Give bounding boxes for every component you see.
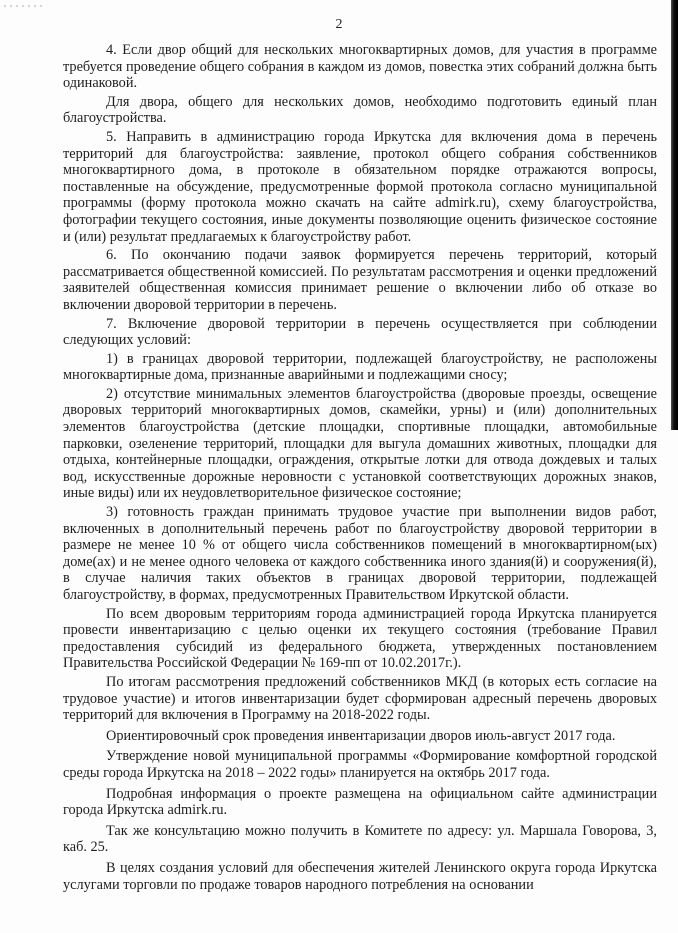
condition-3: 3) готовность граждан принимать трудовое участие при выполнении видов работ, включенных в дополнительный перечень работ по благоустройству дворовой территории в размере не менее 10 % от общего числа собственников помещений в многоквартирном(ых) доме(ах) и не менее одного человека от каждого собственника иного здания(й) и сооружения(й), в случае наличия таких объектов в границах дворовой территории, подлежащей благоустройству, в формах, предусмотренных Правительством Иркутской области. <box>63 504 657 603</box>
paragraph-trade-services: В целях создания условий для обеспечения жителей Ленинского округа города Иркутска услугами торговли по продаже товаров народного потребления на основании <box>63 859 657 893</box>
paragraph-consultation: Так же консультацию можно получить в Комитете по адресу: ул. Маршала Говорова, 3, каб. 25. <box>63 822 657 856</box>
document-body <box>63 42 657 893</box>
paragraph-item-4: 4. Если двор общий для нескольких многоквартирных домов, для участия в программе требуется проведение общего собрания в каждом из домов, повестка этих собраний должна быть одинаковой. <box>63 42 657 92</box>
condition-2: 2) отсутствие минимальных элементов благоустройства (дворовые проезды, освещение дворовых территорий многоквартирных домов, скамейки, урны) и (или) дополнительных элементов благоустройства (детские площадки, спортивные площадки, автомобильные парковки, озеленение территорий, площадки для выгула домашних животных, площадки для отдыха, контейнерные площадки, ограждения, открытые лотки для отвода дождевых и талых вод, искусственные дорожные неровности с установкой соответствующих дорожных знаков, иные виды) или их неудовлетворительное физическое состояние; <box>63 385 657 502</box>
paragraph-shared-yard-plan: Для двора, общего для нескольких домов, необходимо подготовить единый план благоустройства. <box>63 93 657 127</box>
scan-artifact <box>4 5 44 7</box>
paragraph-item-5: 5. Направить в администрацию города Иркутска для включения дома в перечень территорий для благоустройства: заявление, протокол общего собрания собственников многоквартирного дома, в протоколе в обязательном порядке отражаются вопросы, поставленные на обсуждение, предусмотренные формой протокола согласно муниципальной программы (форму протокола можно скачать на сайте admirk.ru), схему благоустройства, фотографии текущего состояния, иные документы позволяющие оценить физическое состояние и (или) результат предлагаемых к благоустройству работ. <box>63 128 657 245</box>
paragraph-address-list: По итогам рассмотрения предложений собственников МКД (в которых есть согласие на трудовое участие) и итогов инвентаризации будет сформирован адресный перечень дворовых территорий для включения в Программу на 2018-2022 годы. <box>63 673 657 724</box>
page-number: 2 <box>335 17 343 32</box>
paragraph-item-6: 6. По окончанию подачи заявок формируется перечень территорий, который рассматривается общественной комиссией. По результатам рассмотрения и оценки предложений заявителей общественная комиссия принимает решение о включении либо об отказе во включении дворовой территории в перечень. <box>63 247 657 313</box>
paragraph-inventory-deadline: Ориентировочный срок проведения инвентаризации дворов июль-август 2017 года. <box>106 727 616 744</box>
paragraph-program-approval: Утверждение новой муниципальной программы «Формирование комфортной городской среды города Иркутска на 2018 – 2022 годы» планируется на октябрь 2017 года. <box>63 748 657 781</box>
paragraph-more-info: Подробная информация о проекте размещена на официальном сайте администрации города Иркутска admirk.ru. <box>63 785 657 819</box>
scan-edge-shadow <box>671 0 678 430</box>
condition-1: 1) в границах дворовой территории, подлежащей благоустройству, не расположены многоквартирные дома, признанные аварийными и подлежащими сносу; <box>63 350 657 384</box>
paragraph-item-7: 7. Включение дворовой территории в перечень осуществляется при соблюдении следующих условий: <box>63 315 657 349</box>
paragraph-inventory: По всем дворовым территориям города администрацией города Иркутска планируется провести инвентаризацию с целью оценки их текущего состояния (требование Правил предоставления субсидий из федерального бюджета, утвержденных постановлением Правительства Российской Федерации № 169-пп от 10.02.2017г.). <box>63 605 657 672</box>
